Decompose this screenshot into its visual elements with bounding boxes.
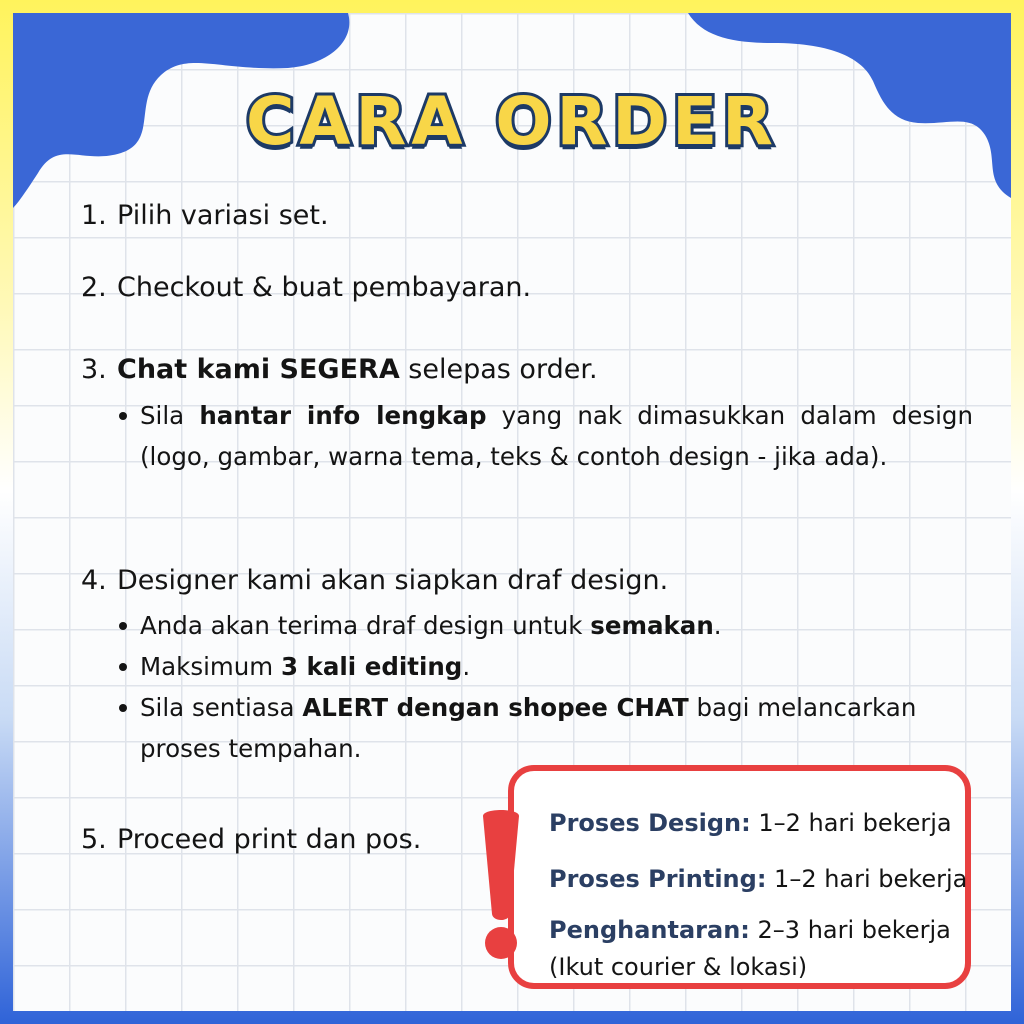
- step-1: [81, 200, 971, 231]
- step-number: 1.: [81, 200, 107, 231]
- step-4-bullets: [118, 605, 973, 769]
- step-text: Checkout & buat pembayaran.: [117, 272, 532, 303]
- step-number: 5.: [81, 824, 107, 855]
- step-3-bullets: [118, 395, 973, 477]
- callout-line-shipping: Penghantaran: 2–3 hari bekerja: [549, 916, 951, 944]
- exclamation-icon: [479, 806, 523, 961]
- step-number: 4.: [81, 565, 107, 596]
- step-4: [81, 565, 971, 596]
- step-3: [81, 354, 971, 385]
- step-text: Proceed print dan pos.: [117, 824, 422, 855]
- bullet-item: Sila sentiasa ALERT dengan shopee CHAT bagi melancarkan proses tempahan.: [118, 687, 973, 769]
- step-text: Pilih variasi set.: [117, 200, 329, 231]
- step-2: [81, 272, 971, 303]
- page-title: CARA ORDER: [245, 83, 778, 160]
- bullet-item: Anda akan terima draf design untuk semakan.: [118, 605, 973, 646]
- callout-line-design: Proses Design: 1–2 hari bekerja: [549, 809, 952, 837]
- bullet-item: Sila hantar info lengkap yang nak dimasukkan dalam design (logo, gambar, warna tema, teks & contoh design - jika ada).: [118, 395, 973, 477]
- step-bold-text: Chat kami SEGERA: [117, 354, 400, 385]
- content-panel: [13, 13, 1011, 1011]
- callout-note: (Ikut courier & lokasi): [549, 953, 808, 981]
- step-text: Designer kami akan siapkan draf design.: [117, 565, 669, 596]
- step-number: 3.: [81, 354, 107, 385]
- step-text: selepas order.: [399, 354, 598, 385]
- callout-line-printing: Proses Printing: 1–2 hari bekerja: [549, 865, 968, 893]
- step-number: 2.: [81, 272, 107, 303]
- bullet-item: Maksimum 3 kali editing.: [118, 646, 973, 687]
- timeline-callout-box: [508, 765, 971, 989]
